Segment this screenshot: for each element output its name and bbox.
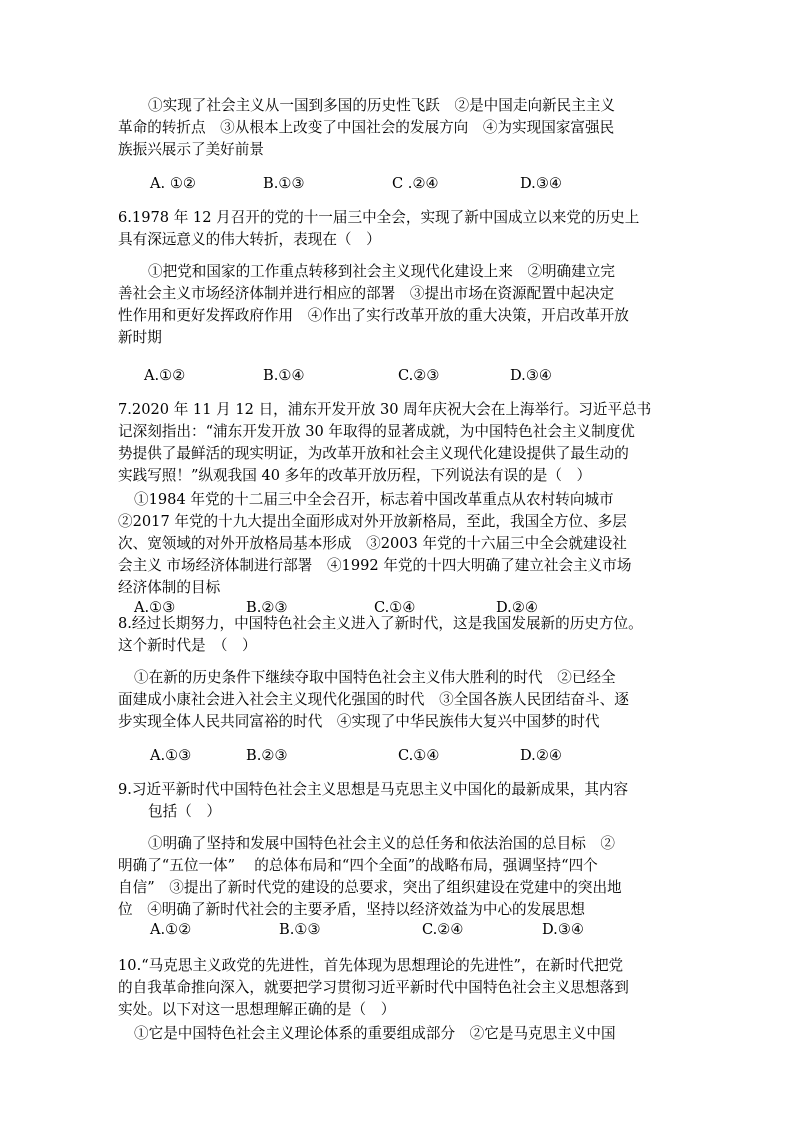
statement-line: 经济体制的目标: [118, 579, 221, 596]
statement-line: 族振兴展示了美好前景: [118, 141, 264, 158]
statement-line: ①1984 年党的十二届三中全会召开，标志着中国改革重点从农村转向城市: [134, 491, 614, 508]
q9-options: [0, 920, 794, 940]
statement-line: ①明确了坚持和发展中国特色社会主义的总任务和依法治国的总目标 ②: [148, 835, 616, 852]
option-a[interactable]: A. ①②: [150, 175, 196, 192]
statement-line: 自信” ③提出了新时代党的建设的总要求，突出了组织建设在党建中的突出地: [118, 879, 622, 896]
question-line: 记深刻指出：“浦东开发开放 30 年取得的显著成就，为中国特色社会主义制度优: [118, 423, 635, 440]
statement-line: 面建成小康社会进入社会主义现代化强国的时代 ③全国各族人民团结奋斗、逐: [118, 691, 629, 708]
question-line: 实践写照！”纵观我国 40 多年的改革开放历程，下列说法有误的是（ ）: [118, 467, 592, 484]
question-line: 具有深远意义的伟大转折，表现在（ ）: [118, 231, 381, 248]
question-line: 9.习近平新时代中国特色社会主义思想是马克思主义中国化的最新成果，其内容: [118, 781, 629, 798]
option-b[interactable]: B.②③: [246, 599, 288, 616]
question-line: 实处。以下对这一思想理解正确的是（ ）: [118, 1001, 396, 1018]
option-d[interactable]: D.③④: [510, 367, 552, 384]
question-line: 7.2020 年 11 月 12 日，浦东开发开放 30 周年庆祝大会在上海举行。习近平总书: [118, 401, 652, 418]
statement-line: ①实现了社会主义从一国到多国的历史性飞跃 ②是中国走向新民主主义: [148, 97, 616, 114]
statement-line: ①它是中国特色社会主义理论体系的重要组成部分 ②它是马克思主义中国: [134, 1025, 616, 1042]
statement-line: 性作用和更好发挥政府作用 ④作出了实行改革开放的重大决策，开启改革开放: [118, 307, 629, 324]
statement-line: ②2017 年党的十九大提出全面形成对外开放新格局，至此，我国全方位、多层: [118, 513, 627, 530]
statement-line: 会主义 市场经济体制进行部署 ④1992 年党的十四大明确了建立社会主义市场: [118, 557, 632, 574]
question-line: 的自我革命推向深入，就要把学习贯彻习近平新时代中国特色社会主义思想落到: [118, 979, 629, 996]
question-line: 8.经过长期努力，中国特色社会主义进入了新时代，这是我国发展新的历史方位。: [118, 615, 643, 632]
question-line: 6.1978 年 12 月召开的党的十一届三中全会，实现了新中国成立以来党的历史上: [118, 209, 640, 226]
option-b[interactable]: B.①③: [279, 921, 321, 938]
question-line: 10.“马克思主义政党的先进性，首先体现为思想理论的先进性”，在新时代把党: [118, 957, 624, 974]
q8-options: [0, 746, 794, 766]
option-b[interactable]: B.①④: [263, 367, 305, 384]
option-b[interactable]: B.①③: [263, 175, 305, 192]
option-d[interactable]: D.②④: [496, 599, 538, 616]
option-a[interactable]: A.①②: [144, 367, 186, 384]
option-c[interactable]: C.①④: [398, 747, 440, 764]
option-c[interactable]: C.①④: [374, 599, 416, 616]
statement-line: 位 ④明确了新时代社会的主要矛盾，坚持以经济效益为中心的发展思想: [118, 901, 586, 918]
option-a[interactable]: A.①②: [150, 921, 192, 938]
option-a[interactable]: A.①③: [134, 599, 176, 616]
option-c[interactable]: C.②④: [422, 921, 464, 938]
option-d[interactable]: D.②④: [520, 747, 562, 764]
question-line: 这个新时代是 （ ）: [118, 637, 257, 654]
statement-line: 次、宽领域的对外开放格局基本形成 ③2003 年党的十六届三中全会就建设社: [118, 535, 627, 552]
statement-line: 步实现全体人民共同富裕的时代 ④实现了中华民族伟大复兴中国梦的时代: [118, 713, 600, 730]
statement-line: 明确了“五位一体” 的总体布局和“四个全面”的战略布局，强调坚持“四个: [118, 857, 598, 874]
statement-line: ①在新的历史条件下继续夺取中国特色社会主义伟大胜利的时代 ②已经全: [134, 669, 616, 686]
option-c[interactable]: C.②③: [398, 367, 440, 384]
question-line: 势提供了最鲜活的现实明证，为改革开放和社会主义现代化建设提供了最生动的: [118, 445, 629, 462]
question-line: 包括（ ）: [148, 803, 221, 820]
option-b[interactable]: B.②③: [246, 747, 288, 764]
q5-options: [0, 174, 794, 194]
option-c[interactable]: C .②④: [392, 175, 439, 192]
option-d[interactable]: D.③④: [542, 921, 584, 938]
statement-line: 革命的转折点 ③从根本上改变了中国社会的发展方向 ④为实现国家富强民: [118, 119, 615, 136]
statement-line: 善社会主义市场经济体制并进行相应的部署 ③提出市场在资源配置中起决定: [118, 285, 615, 302]
q6-options: [0, 366, 794, 386]
statement-line: ①把党和国家的工作重点转移到社会主义现代化建设上来 ②明确建立完: [148, 263, 616, 280]
statement-line: 新时期: [118, 329, 162, 346]
option-a[interactable]: A.①③: [150, 747, 192, 764]
option-d[interactable]: D.③④: [520, 175, 562, 192]
